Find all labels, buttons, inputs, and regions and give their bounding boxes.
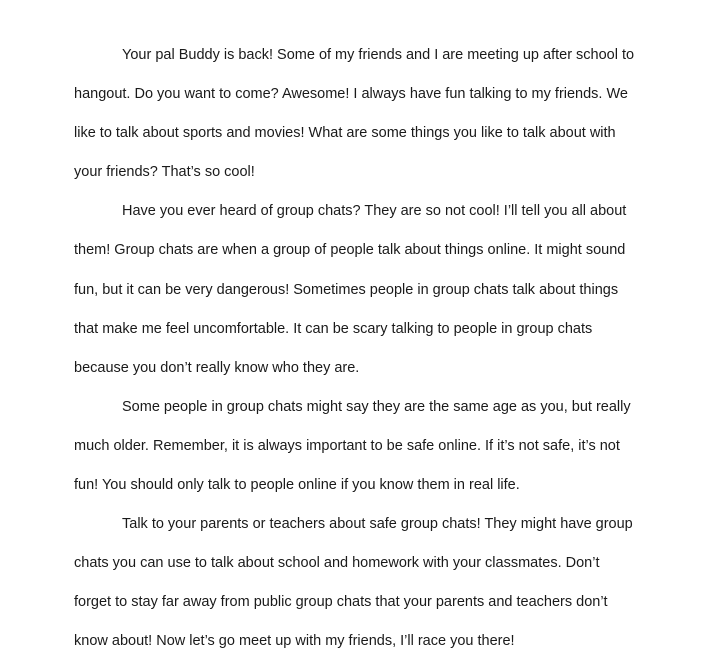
text-line: fun! You should only talk to people online if you know them in real life. <box>74 477 520 494</box>
text-line: Some people in group chats might say they are the same age as you, but really <box>122 398 631 415</box>
text-line: forget to stay far away from public group chats that your parents and teachers don’t <box>74 594 608 611</box>
text-line: Have you ever heard of group chats? They are so not cool! I’ll tell you all about <box>122 203 627 220</box>
text-line: fun, but it can be very dangerous! Sometimes people in group chats talk about things <box>74 281 619 298</box>
text-line: hangout. Do you want to come? Awesome! I always have fun talking to my friends. We <box>74 86 628 103</box>
document-body <box>74 36 648 662</box>
text-line: much older. Remember, it is always important to be safe online. If it’s not safe, it’s not <box>74 437 620 454</box>
text-line: Talk to your parents or teachers about safe group chats! They might have group <box>122 516 633 533</box>
text-line: them! Group chats are when a group of people talk about things online. It might sound <box>74 242 626 259</box>
paragraph-4 <box>74 505 648 661</box>
paragraph-2 <box>74 192 648 387</box>
text-line: that make me feel uncomfortable. It can be scary talking to people in group chats <box>74 320 593 337</box>
text-line: Your pal Buddy is back! Some of my friends and I are meeting up after school to <box>122 47 635 63</box>
text-line: because you don’t really know who they are. <box>74 359 360 376</box>
text-line: chats you can use to talk about school and homework with your classmates. Don’t <box>74 555 600 572</box>
text-line: know about! Now let’s go meet up with my friends, I’ll race you there! <box>74 633 515 650</box>
text-line: like to talk about sports and movies! What are some things you like to talk about with <box>74 125 616 142</box>
paragraph-1 <box>74 36 648 192</box>
text-line: your friends? That’s so cool! <box>74 164 255 181</box>
paragraph-3 <box>74 388 648 505</box>
